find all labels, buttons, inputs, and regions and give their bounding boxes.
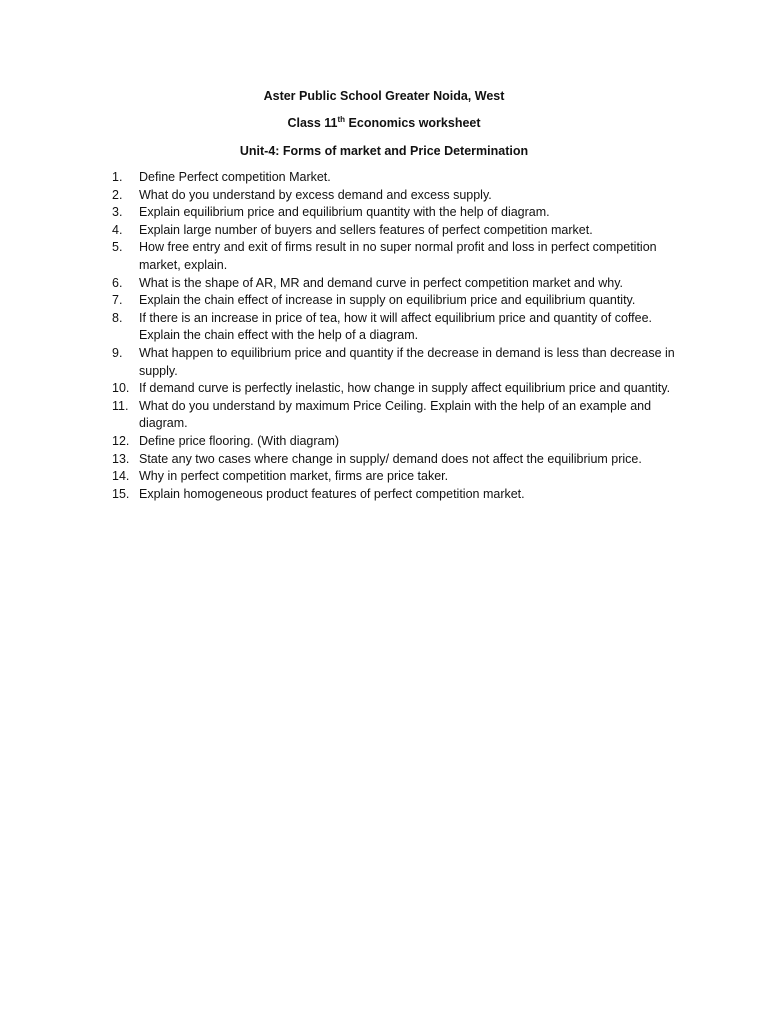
question-number: 12. bbox=[112, 433, 130, 448]
question-number: 4. bbox=[112, 222, 123, 237]
question-item bbox=[112, 222, 682, 240]
question-number: 1. bbox=[112, 170, 123, 184]
question-item bbox=[112, 169, 682, 187]
question-number: 2. bbox=[112, 187, 123, 202]
question-text: Explain homogeneous product features of perfect competition market. bbox=[139, 486, 525, 501]
question-item bbox=[112, 292, 682, 310]
question-number: 5. bbox=[112, 240, 123, 255]
question-number: 3. bbox=[112, 205, 123, 220]
class-superscript: th bbox=[337, 114, 346, 124]
question-number: 14. bbox=[112, 469, 130, 484]
question-text: Explain equilibrium price and equilibrium quantity with the help of diagram. bbox=[139, 205, 550, 220]
question-item bbox=[112, 310, 682, 345]
question-text: Explain large number of buyers and sellers features of perfect competition market. bbox=[139, 222, 593, 237]
question-item bbox=[112, 204, 682, 222]
question-text: What do you understand by excess demand and excess supply. bbox=[139, 187, 492, 202]
question-item bbox=[112, 451, 682, 469]
question-number: 6. bbox=[112, 275, 123, 290]
question-number: 9. bbox=[112, 345, 123, 360]
question-item bbox=[112, 239, 682, 274]
question-text: What do you understand by maximum Price Ceiling. Explain with the help of an example and diagram. bbox=[139, 398, 652, 431]
question-number: 11. bbox=[112, 398, 129, 413]
question-text: What happen to equilibrium price and quantity if the decrease in demand is less than decrease in supply. bbox=[139, 345, 675, 378]
question-item bbox=[112, 187, 682, 205]
question-item bbox=[112, 468, 682, 486]
question-text: If demand curve is perfectly inelastic, how change in supply affect equilibrium price and quantity. bbox=[139, 381, 671, 396]
question-number: 8. bbox=[112, 310, 123, 325]
question-list bbox=[112, 169, 682, 503]
question-item bbox=[112, 398, 682, 433]
question-text: Explain the chain effect of increase in supply on equilibrium price and equilibrium quantity. bbox=[139, 293, 636, 308]
question-number: 10. bbox=[112, 381, 130, 396]
question-text: State any two cases where change in supply/ demand does not affect the equilibrium price. bbox=[139, 451, 642, 466]
school-name: Aster Public School Greater Noida, West bbox=[263, 89, 505, 103]
question-number: 13. bbox=[112, 451, 130, 466]
question-text: What is the shape of AR, MR and demand curve in perfect competition market and why. bbox=[139, 275, 624, 290]
class-suffix: Economics worksheet bbox=[345, 116, 481, 130]
unit-title: Unit-4: Forms of market and Price Determination bbox=[239, 144, 529, 158]
question-text: If there is an increase in price of tea, how it will affect equilibrium price and quantity of coffee. Explain the chain effect with the help of a diagram. bbox=[139, 310, 653, 343]
question-item bbox=[112, 433, 682, 451]
class-title bbox=[0, 115, 768, 131]
question-text: Why in perfect competition market, firms are price taker. bbox=[139, 469, 449, 484]
question-text: How free entry and exit of firms result in no super normal profit and loss in perfect competition market, explain. bbox=[139, 240, 657, 272]
question-item bbox=[112, 345, 682, 380]
question-text: Define Perfect competition Market. bbox=[139, 170, 331, 184]
question-number: 7. bbox=[112, 293, 123, 308]
question-item bbox=[112, 486, 682, 504]
class-prefix: Class 11 bbox=[287, 116, 338, 130]
question-text: Define price flooring. (With diagram) bbox=[139, 433, 340, 448]
question-item bbox=[112, 380, 682, 398]
question-item bbox=[112, 275, 682, 293]
question-number: 15. bbox=[112, 486, 130, 501]
